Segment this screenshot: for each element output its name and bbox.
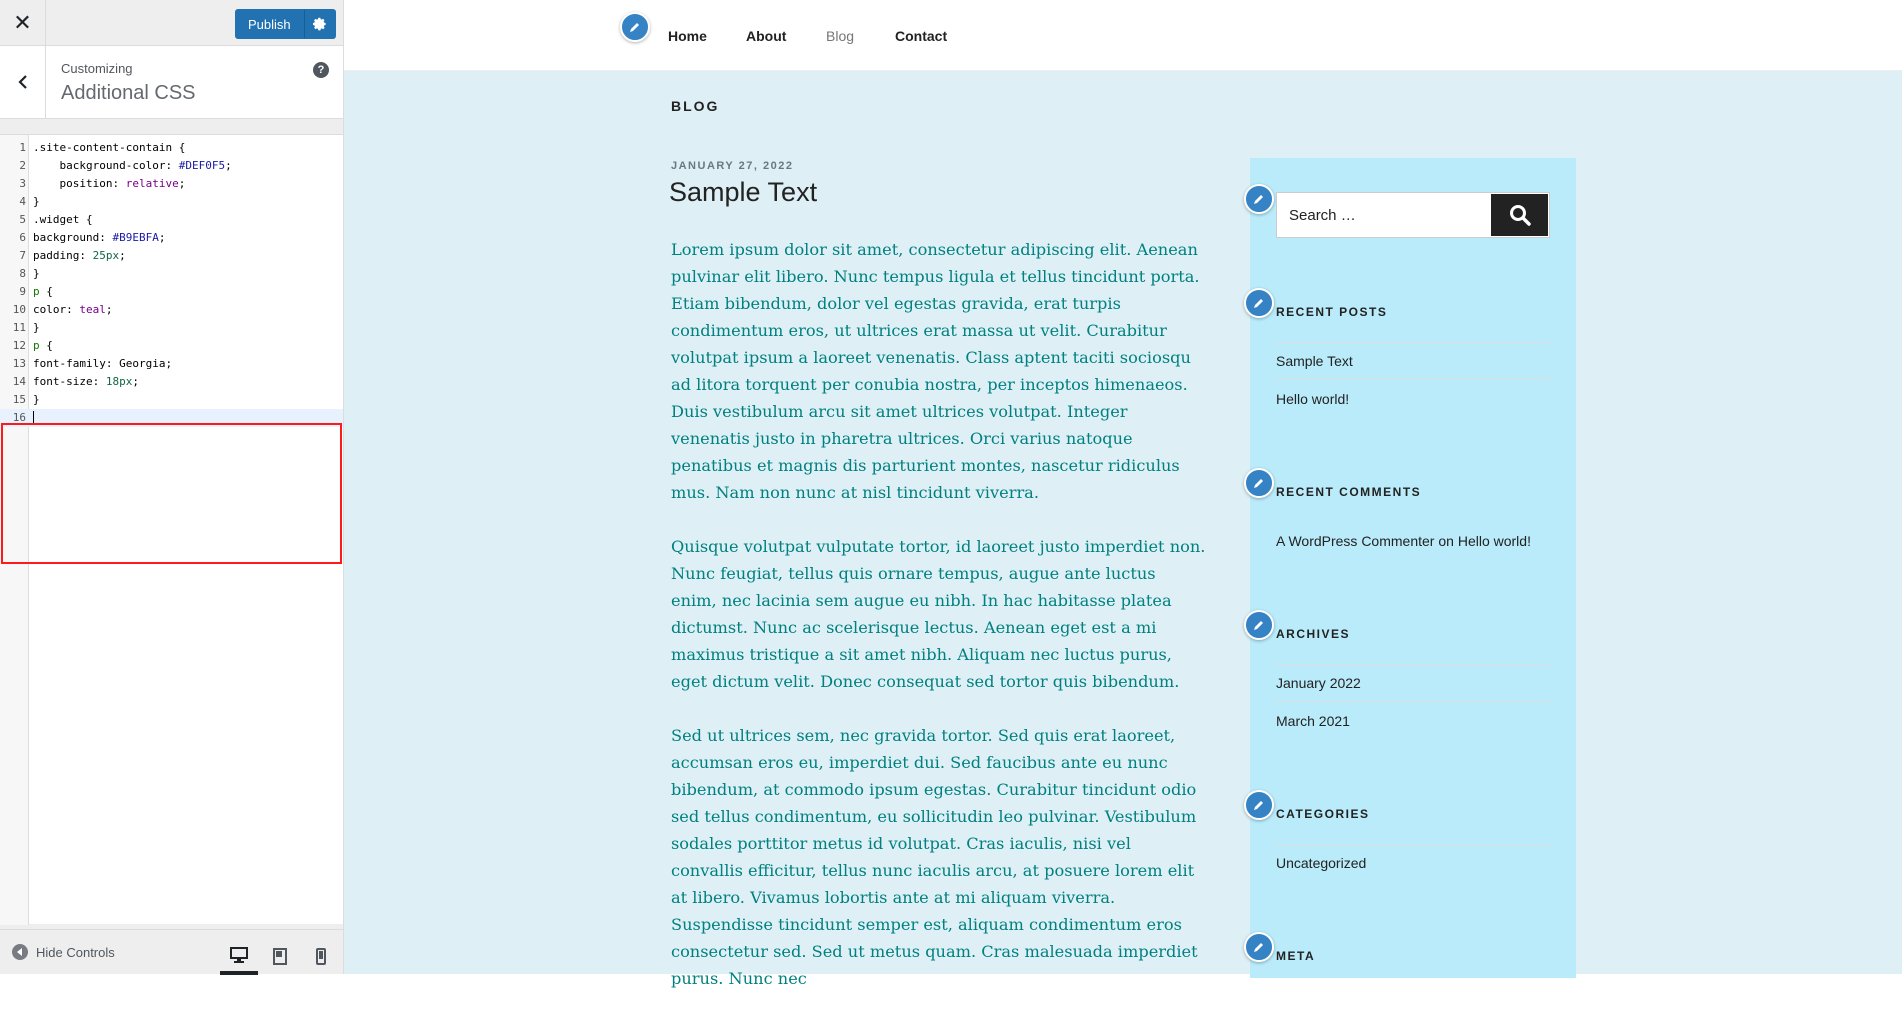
code-text: position: relative;	[59, 177, 186, 190]
text-cursor	[33, 411, 34, 425]
code-text: padding: 25px;	[33, 249, 126, 262]
code-line[interactable]	[0, 391, 343, 409]
post-date[interactable]: JANUARY 27, 2022	[671, 160, 794, 172]
code-text: }	[33, 195, 40, 208]
post-content	[671, 236, 1206, 1019]
edit-shortcut-menu[interactable]	[620, 12, 650, 42]
code-line[interactable]	[0, 301, 343, 319]
code-line[interactable]	[0, 193, 343, 211]
code-line[interactable]	[0, 283, 343, 301]
code-line[interactable]	[0, 337, 343, 355]
desktop-icon	[230, 947, 248, 963]
edit-shortcut-archives[interactable]	[1244, 610, 1274, 640]
pencil-icon	[1253, 799, 1265, 811]
archive-link[interactable]: March 2021	[1276, 713, 1350, 729]
line-number: 5	[19, 213, 26, 226]
search-button[interactable]	[1491, 194, 1548, 236]
code-text: .site-content-contain {	[33, 141, 186, 154]
pencil-icon	[1253, 297, 1265, 309]
line-number: 14	[12, 375, 26, 388]
section-title: Additional CSS	[61, 82, 196, 104]
nav-home[interactable]: Home	[668, 28, 707, 44]
section-title-bar	[0, 46, 343, 119]
code-text: .widget {	[33, 213, 93, 226]
highlight-annotation-box	[1, 423, 342, 564]
hide-controls-label: Hide Controls	[36, 944, 115, 960]
comment-post-link[interactable]: Hello world!	[1457, 533, 1531, 549]
pencil-icon	[1253, 941, 1265, 953]
code-line[interactable]	[0, 373, 343, 391]
divider	[1276, 844, 1550, 845]
line-number: 12	[12, 339, 26, 352]
line-number: 8	[19, 267, 26, 280]
recent-comments-title: RECENT COMMENTS	[1276, 485, 1422, 499]
code-line[interactable]	[0, 229, 343, 247]
device-desktop-button[interactable]	[220, 938, 258, 975]
code-line[interactable]	[0, 355, 343, 373]
code-text: background-color: #DEF0F5;	[59, 159, 232, 172]
code-text: font-family: Georgia;	[33, 357, 173, 370]
code-text: background: #B9EBFA;	[33, 231, 166, 244]
recent-comment-item	[1276, 533, 1531, 549]
nav-about[interactable]: About	[746, 28, 787, 44]
customizing-label: Customizing	[61, 61, 133, 76]
code-line[interactable]	[0, 175, 343, 193]
code-line[interactable]	[0, 139, 343, 157]
device-tablet-button[interactable]	[261, 938, 299, 975]
publish-group	[235, 9, 336, 39]
close-button[interactable]	[0, 0, 46, 45]
line-number: 4	[19, 195, 26, 208]
recent-post-link[interactable]: Sample Text	[1276, 353, 1353, 369]
line-number: 15	[12, 393, 26, 406]
code-line[interactable]	[0, 211, 343, 229]
customizer-header	[0, 0, 343, 46]
code-text: }	[33, 393, 40, 406]
code-text: font-size: 18px;	[33, 375, 139, 388]
post-paragraph: Quisque volutpat vulputate tortor, id laoreet justo imperdiet non. Nunc feugiat, tellus quis ornare tempus, augue ante luctus enim, nec lacinia sem augue eu nibh. In hac habitasse platea dictumst. Nunc ac scelerisque lectus. Aenean eget est a mi maximus tristique a sit amet nibh. Aliquam nec luctus purus, eget dictum velit. Donec consequat sed tortor quis bibendum.	[671, 537, 1206, 691]
line-number: 11	[12, 321, 26, 334]
code-text: p {	[33, 339, 53, 352]
divider	[1276, 379, 1550, 380]
code-text: p {	[33, 285, 53, 298]
close-icon: ✕	[13, 9, 32, 35]
line-number: 13	[12, 357, 26, 370]
edit-shortcut-recent-comments[interactable]	[1244, 468, 1274, 498]
archives-title: ARCHIVES	[1276, 627, 1351, 641]
line-number: 2	[19, 159, 26, 172]
nav-contact[interactable]: Contact	[895, 28, 948, 44]
line-number: 16	[12, 411, 26, 424]
code-text: }	[33, 321, 40, 334]
nav-blog[interactable]: Blog	[826, 28, 855, 44]
post-title[interactable]: Sample Text	[669, 177, 818, 207]
line-number: 3	[19, 177, 26, 190]
category-link[interactable]: Uncategorized	[1276, 855, 1367, 871]
pencil-icon	[1253, 477, 1265, 489]
gear-icon	[313, 17, 327, 31]
hide-controls-button[interactable]	[12, 944, 115, 960]
pencil-icon	[629, 21, 641, 33]
line-number: 6	[19, 231, 26, 244]
code-line[interactable]	[0, 319, 343, 337]
sidebar-widget-area	[1250, 158, 1576, 978]
code-line[interactable]	[0, 157, 343, 175]
edit-shortcut-categories[interactable]	[1244, 790, 1274, 820]
line-number: 9	[19, 285, 26, 298]
comment-on-text: on	[1438, 533, 1454, 549]
code-line[interactable]	[0, 247, 343, 265]
back-button[interactable]	[0, 46, 46, 118]
pencil-icon	[1253, 193, 1265, 205]
css-code-editor[interactable]	[0, 134, 343, 924]
publish-button[interactable]: Publish	[235, 9, 304, 39]
search-form	[1276, 192, 1550, 238]
site-preview	[344, 0, 1902, 988]
recent-posts-title: RECENT POSTS	[1276, 305, 1388, 319]
line-number: 7	[19, 249, 26, 262]
edit-shortcut-recent-posts[interactable]	[1244, 288, 1274, 318]
edit-shortcut-search-widget[interactable]	[1244, 184, 1274, 214]
device-mobile-button[interactable]	[302, 938, 340, 975]
site-navigation	[344, 0, 1902, 71]
categories-title: CATEGORIES	[1276, 807, 1370, 821]
tablet-icon	[273, 948, 287, 965]
line-number: 10	[12, 303, 26, 316]
comment-author-link[interactable]: A WordPress Commenter	[1276, 533, 1435, 549]
chevron-left-icon	[17, 74, 29, 90]
divider	[1276, 701, 1550, 702]
post-paragraph: Lorem ipsum dolor sit amet, consectetur adipiscing elit. Aenean pulvinar elit libero. Nunc tempus ligula et tellus tincidunt porta. Etiam bibendum, dolor vel egestas gravida, erat turpis condimentum eros, ut ultrices erat massa ut velit. Curabitur volutpat ipsum a laoreet venenatis. Class aptent taciti sociosqu ad litora torquent per conubia nostra, per inceptos himenaeos. Duis vestibulum arcu sit amet ultrices volutpat. Integer venenatis justo in pharetra ultrices. Orci varius natoque penatibus et magnis dis parturient montes, nascetur ridiculus mus. Nam non nunc at nisl tincidunt viverra.	[671, 240, 1200, 502]
meta-title: META	[1276, 949, 1316, 963]
customizer-sidebar	[0, 0, 344, 974]
code-line[interactable]	[0, 409, 343, 427]
publish-settings-button[interactable]	[304, 9, 336, 39]
search-icon	[1509, 204, 1531, 226]
arrow-left-circle-icon	[12, 944, 28, 960]
code-line[interactable]	[0, 265, 343, 283]
code-text: color: teal;	[33, 303, 113, 316]
mobile-icon	[316, 948, 326, 965]
search-input[interactable]: Search …	[1289, 207, 1356, 224]
divider	[1276, 342, 1550, 343]
line-number: 1	[19, 141, 26, 154]
code-text: }	[33, 267, 40, 280]
archive-link[interactable]: January 2022	[1276, 675, 1361, 691]
pencil-icon	[1253, 619, 1265, 631]
page-heading: BLOG	[671, 98, 720, 114]
customizer-footer	[0, 929, 343, 974]
post-paragraph: Sed ut ultrices sem, nec gravida tortor. Sed quis erat laoreet, accumsan eros eu, imperdiet dui. Sed faucibus ante eu nunc bibendum, at commodo ipsum egestas. Curabitur tincidunt odio sed tellus condimentum, eu sollicitudin leo pulvinar. Vestibulum sodales porttitor metus id volutpat. Cras iaculis, nisi vel convallis efficitur, tellus nunc iaculis arcu, at posuere lorem elit at libero. Vivamus lobortis ante at mi aliquam viverra. Suspendisse tincidunt semper est, aliquam condimentum eros consectetur sed. Sed ut metus quam. Cras malesuada imperdiet purus. Nunc nec	[671, 726, 1198, 988]
help-icon[interactable]: ?	[313, 62, 329, 78]
edit-shortcut-meta[interactable]	[1244, 932, 1274, 962]
recent-post-link[interactable]: Hello world!	[1276, 391, 1350, 407]
divider	[1276, 664, 1550, 665]
